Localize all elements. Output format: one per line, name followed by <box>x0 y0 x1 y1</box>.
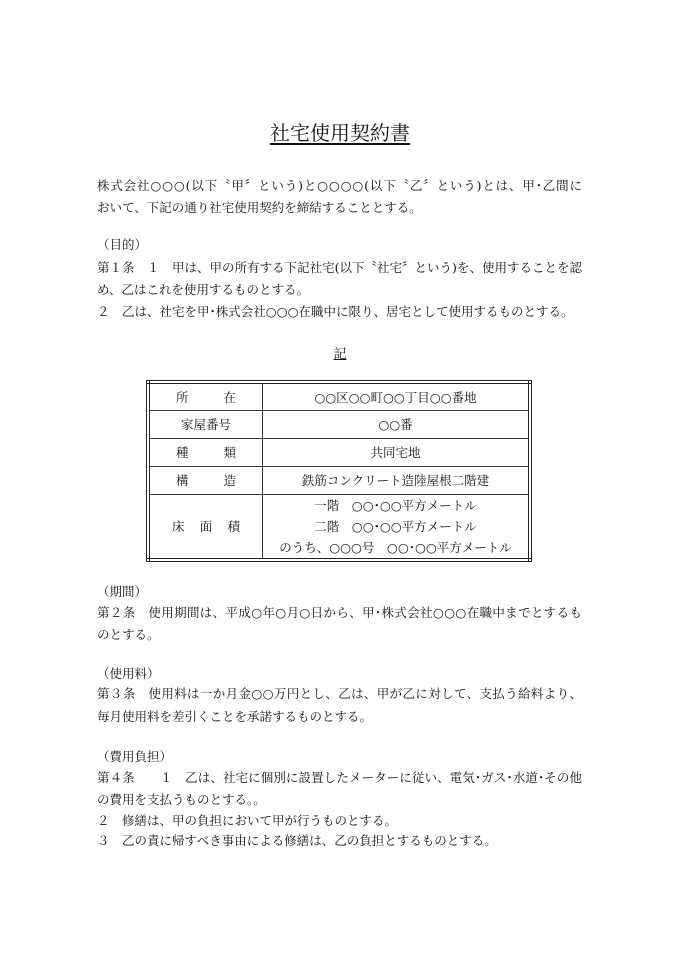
ki-text: 記 <box>333 347 347 362</box>
row-value: ○○番 <box>263 410 531 438</box>
label-char: 床 <box>172 519 185 534</box>
label-char: 類 <box>223 445 236 460</box>
intro-line: おいて、下記の通り社宅使用契約を締結することとする。 <box>97 200 422 215</box>
row-label: 家屋番号 <box>148 410 263 438</box>
row-value: 共同宅地 <box>263 438 531 466</box>
article-heading: （使用料） <box>97 666 160 681</box>
article-line: め、乙はこれを使用するものとする。 <box>97 282 310 297</box>
label-char: 所 <box>176 389 189 405</box>
article-heading: （目的） <box>97 237 148 252</box>
label-char: 種 <box>176 445 189 460</box>
row-label <box>150 471 262 489</box>
value-line: 一階 ○○･○○平方メートル <box>314 497 477 513</box>
row-label <box>150 517 262 535</box>
label-char: 面 <box>199 519 213 534</box>
label-char: 積 <box>227 519 240 534</box>
article-line: 第２条 使用期間は、平成○年○月○日から、甲･株式会社○○○在職中までとするも <box>97 605 582 620</box>
row-label <box>150 388 262 406</box>
value-line: 二階 ○○･○○平方メートル <box>314 518 477 534</box>
label-char: 構 <box>176 473 189 488</box>
article-line: ２ 修繕は、甲の負担において甲が行うものとする。 <box>97 813 398 828</box>
ki-heading <box>0 343 680 362</box>
article-line: の費用を支払うものとする。。 <box>97 792 266 807</box>
table-row <box>148 382 530 410</box>
property-table <box>146 380 532 562</box>
row-label <box>150 443 262 461</box>
document-title <box>0 120 680 146</box>
label-char: 造 <box>223 473 236 488</box>
table-row <box>148 410 530 438</box>
title-text: 社宅使用契約書 <box>270 121 410 145</box>
article-line: 第１条 １ 甲は、甲の所有する下記社宅(以下〝社宅〞という)を、使用することを認 <box>97 260 582 275</box>
table-row <box>148 494 530 560</box>
article-line: 毎月使用料を差引くことを承諾するものとする。 <box>97 709 373 724</box>
value-line: のうち、○○○号 ○○･○○平方メートル <box>279 539 512 555</box>
row-value <box>263 494 531 560</box>
label-char: 在 <box>223 389 236 405</box>
row-value: 鉄筋コンクリート造陸屋根二階建 <box>263 466 531 494</box>
row-value: ○○区○○町○○丁目○○番地 <box>263 382 531 410</box>
article-line: 第４条 １ 乙は、社宅に個別に設置したメーターに従い、電気･ガス･水道･その他 <box>97 770 582 785</box>
article-heading: （費用負担） <box>97 749 173 764</box>
table-row <box>148 466 530 494</box>
article-line: 第３条 使用料は一か月金○○万円とし、乙は、甲が乙に対して、支払う給料より、 <box>97 686 582 701</box>
table-row <box>148 438 530 466</box>
article-line: のとする。 <box>97 627 160 642</box>
intro-line: 株式会社○○○(以下〝甲〞という)と○○○○(以下〝乙〞という)とは、甲･乙間に <box>97 178 582 193</box>
article-line: ２ 乙は、社宅を甲･株式会社○○○在職中に限り、居宅として使用するものとする。 <box>97 304 574 319</box>
article-heading: （期間） <box>97 584 148 599</box>
article-line: ３ 乙の責に帰すべき事由による修繕は、乙の負担とするものとする。 <box>97 833 497 848</box>
